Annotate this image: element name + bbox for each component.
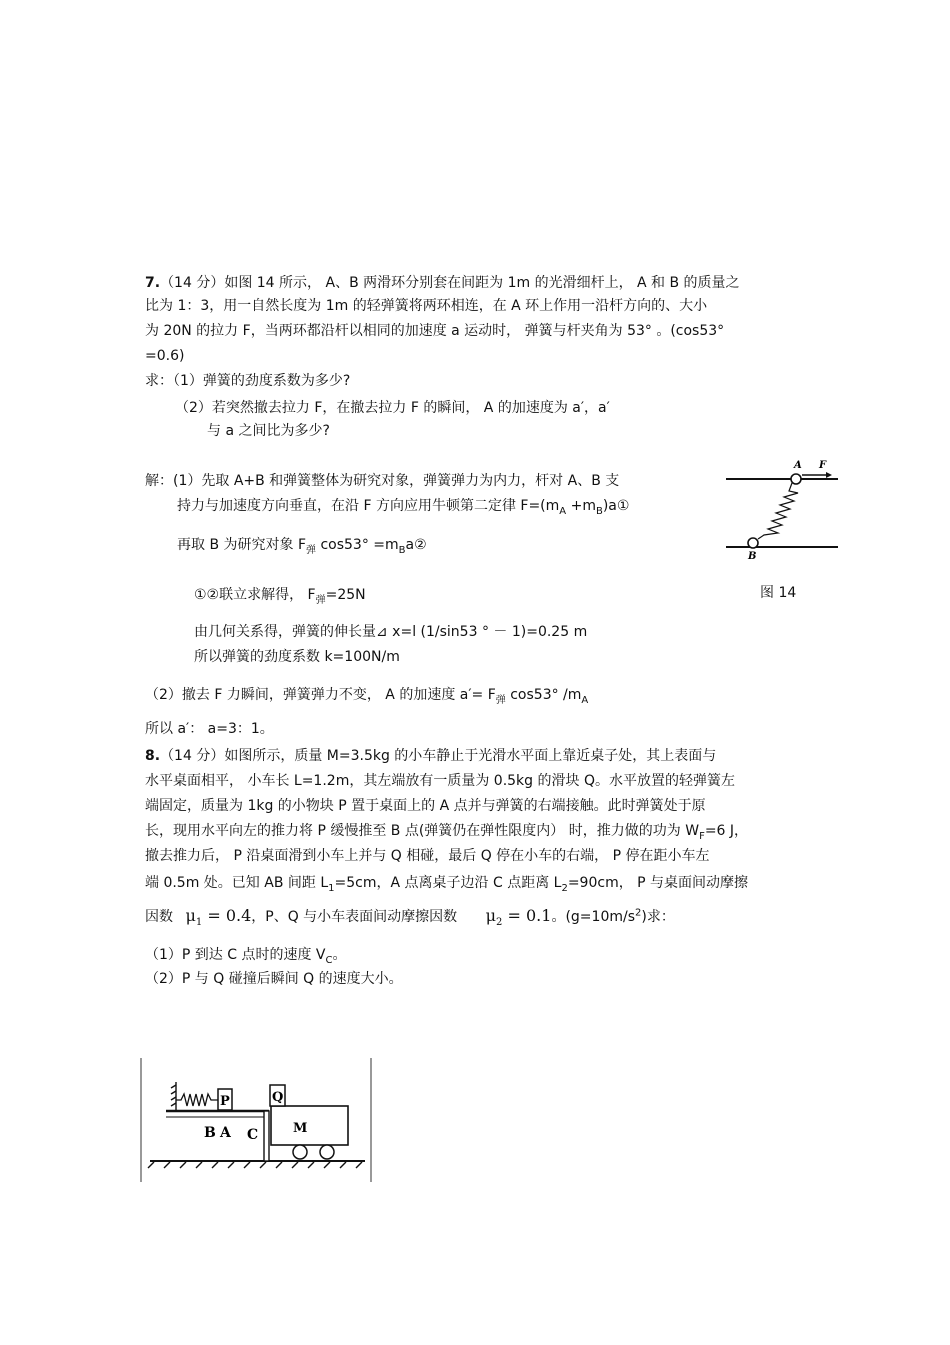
problem-8-question-1-text: （1）P 到达 C 点时的速度 V	[145, 947, 326, 963]
problem-8-number: 8.	[145, 748, 161, 764]
problem-8-line-6-end: =90cm， P 与桌面间动摩擦	[567, 875, 749, 891]
problem-8-question-2: （2）P 与 Q 碰撞后瞬间 Q 的速度大小。	[145, 971, 403, 987]
mu-2-symbol: μ	[485, 906, 497, 925]
label-q: Q	[272, 1090, 284, 1105]
label-a: A	[794, 460, 802, 471]
label-c: C	[247, 1127, 259, 1143]
spring-coil	[758, 483, 798, 539]
force-arrow-head	[826, 472, 832, 478]
solution-7-line-3-text: 再取 B 为研究对象 F	[177, 537, 307, 553]
problem-8-line-1	[145, 746, 716, 766]
problem-8-line-7-g: 。(g=10m/s	[551, 909, 635, 925]
problem-7-line-3: 为 20N 的拉力 F，当两环都沿杆以相同的加速度 a 运动时， 弹簧与杆夹角为 53° 。(cos53°	[145, 323, 725, 339]
label-b: B	[748, 551, 757, 562]
subscript-a: A	[559, 505, 567, 517]
solution-7-line-7-text: （2）撤去 F 力瞬间，弹簧弹力不变， A 的加速度 a′= F	[145, 687, 496, 703]
problem-8-line-7-mid: ，P、Q 与小车表面间动摩擦因数	[251, 909, 458, 925]
label-m: M	[293, 1121, 308, 1136]
figure-14-caption: 图 14	[760, 585, 797, 601]
problem-8-line-5: 撤去推力后， P 沿桌面滑到小车上并与 Q 相碰，最后 Q 停在小车的右端， P 停在距小车左	[145, 848, 710, 864]
solution-7-line-4	[194, 585, 366, 605]
subscript-a: A	[581, 694, 589, 706]
problem-8-question-1-end: 。	[332, 947, 347, 963]
solution-7-line-2-end: )a①	[602, 498, 630, 514]
solution-7-line-6: 所以弹簧的劲度系数 k=100N/m	[194, 649, 400, 665]
problem-7-line-4: =0.6)	[145, 348, 185, 364]
subscript-b: B	[398, 544, 406, 556]
subscript-b: B	[595, 505, 603, 517]
solution-7-line-8: 所以 a′： a=3：1。	[145, 721, 274, 737]
subscript-c: C	[325, 954, 333, 966]
label-p: P	[220, 1094, 230, 1109]
problem-8-line-6-text: 端 0.5m 处。已知 AB 间距 L	[145, 875, 329, 891]
problem-8-diagram	[140, 1058, 375, 1183]
cart-wheel-left	[293, 1145, 307, 1159]
problem-8-question-1	[145, 945, 347, 965]
ring-a	[791, 474, 801, 484]
subscript-2: 2	[561, 882, 568, 894]
mu-1-subscript: 1	[195, 916, 203, 928]
ring-b	[748, 538, 758, 548]
cart-wheel-right	[320, 1145, 334, 1159]
problem-7-line-2: 比为 1：3，用一自然长度为 1m 的轻弹簧将两环相连，在 A 环上作用一沿杆方向的、大小	[145, 298, 708, 314]
subscript-1: 1	[328, 882, 335, 894]
mu-2-subscript: 2	[496, 916, 503, 928]
problem-8-line-7	[145, 906, 675, 927]
problem-8-line-2: 水平桌面相平， 小车长 L=1.2m，其左端放有一质量为 0.5kg 的滑块 Q。水平放置的轻弹簧左	[145, 773, 735, 789]
problem-8-text-1: （14 分）如图所示，质量 M=3.5kg 的小车静止于光滑水平面上靠近桌子处，其上表面与	[160, 748, 717, 764]
solution-7-line-7	[145, 685, 588, 705]
problem-7-question-2: （2）若突然撤去拉力 F，在撤去拉力 F 的瞬间， A 的加速度为 a′，a′	[175, 400, 610, 416]
label-f: F	[819, 460, 827, 471]
mu-2-value: = 0.1	[502, 906, 552, 925]
cart-body	[271, 1106, 348, 1145]
mu-1-value: = 0.4	[202, 906, 252, 925]
label-a: A	[220, 1125, 231, 1141]
solution-7-line-2-text: 持力与加速度方向垂直，在沿 F 方向应用牛顿第二定律 F=(m	[177, 498, 560, 514]
spring	[176, 1094, 218, 1106]
solution-7-line-5: 由几何关系得，弹簧的伸长量⊿ x=l (1/sin53 ° － 1)=0.25 m	[194, 624, 588, 640]
solution-7-line-3	[177, 535, 427, 555]
problem-8-line-7-text: 因数	[145, 909, 173, 925]
solution-7-line-4-end: =25N	[325, 587, 366, 603]
problem-8-line-4-text: 长，现用水平向左的推力将 P 缓慢推至 B 点(弹簧仍在弹性限度内） 时，推力做的功为 W	[145, 823, 700, 839]
problem-7-question-2-cont: 与 a 之间比为多少?	[207, 423, 330, 439]
problem-8-line-6	[145, 873, 748, 893]
superscript-2: 2	[635, 907, 642, 919]
solution-7-line-2-mid: +m	[566, 498, 596, 514]
figure-14-diagram	[720, 455, 845, 570]
subscript-spring: 弹	[495, 694, 506, 706]
problem-7-line-1	[145, 273, 740, 293]
mu-1-symbol: μ	[185, 906, 196, 925]
problem-8-line-4-end: =6 J，	[704, 823, 749, 839]
table-leg	[264, 1111, 269, 1161]
solution-7-line-4-text: ①②联立求解得， F	[194, 587, 316, 603]
problem-7-number: 7.	[145, 275, 161, 291]
solution-7-line-3-end: a②	[405, 537, 427, 553]
subscript-spring: 弹	[306, 544, 317, 556]
subscript-f: F	[699, 830, 705, 842]
problem-8-line-3: 端固定，质量为 1kg 的小物块 P 置于桌面上的 A 点并与弹簧的右端接触。此时弹簧处于原	[145, 798, 706, 814]
solution-7-line-3-mid: cos53° =m	[316, 537, 399, 553]
problem-8-line-6-mid: =5cm，A 点离桌子边沿 C 点距离 L	[334, 875, 562, 891]
wall	[171, 1082, 176, 1111]
problem-8-line-7-end: )求：	[641, 909, 675, 925]
problem-8-line-4	[145, 821, 748, 841]
problem-7-text-1: （14 分）如图 14 所示， A、B 两滑环分别套在间距为 1m 的光滑细杆上， A 和 B 的质量之	[160, 275, 740, 291]
label-b: B	[204, 1125, 216, 1141]
subscript-spring: 弹	[315, 594, 326, 606]
solution-7-line-1: 解：(1）先取 A+B 和弹簧整体为研究对象，弹簧弹力为内力，杆对 A、B 支	[145, 473, 620, 489]
problem-7-question-1: 求：（1）弹簧的劲度系数为多少?	[145, 373, 351, 389]
solution-7-line-2	[177, 496, 629, 516]
solution-7-line-7-mid: cos53° /m	[505, 687, 582, 703]
ground-hatching	[148, 1162, 362, 1168]
